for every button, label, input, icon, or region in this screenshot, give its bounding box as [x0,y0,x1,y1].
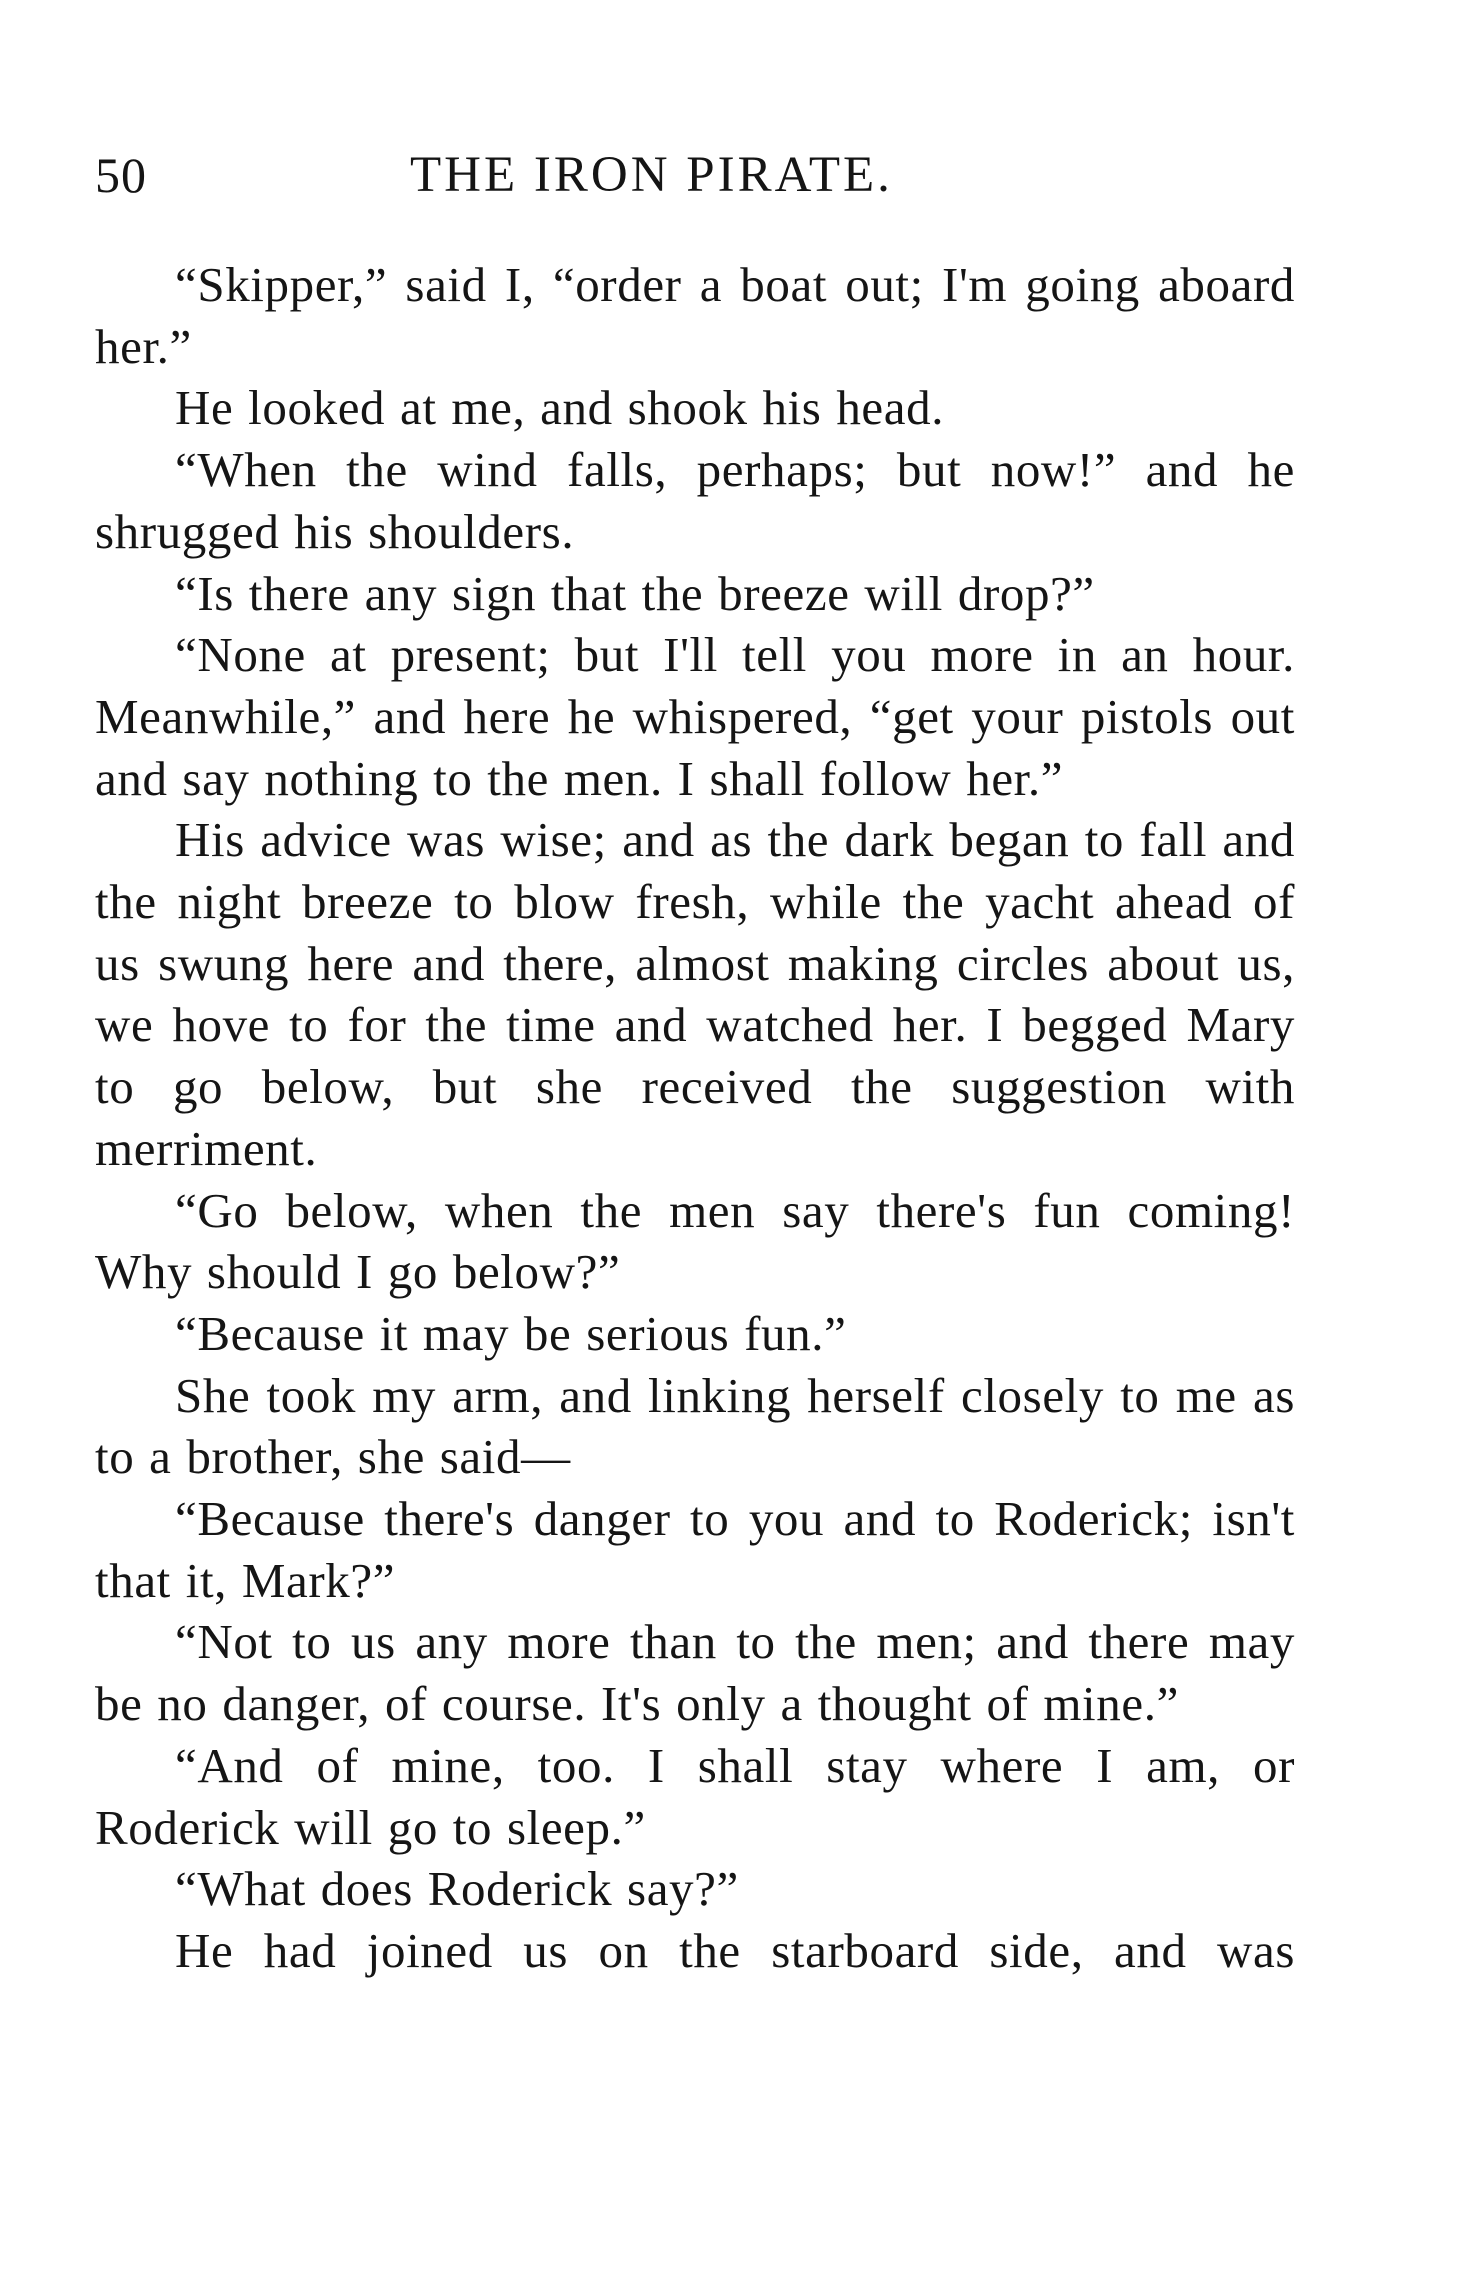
paragraph: “Go below, when the men say there's fun coming! Why should I go below?” [95,1182,1295,1300]
paragraph: “What does Roderick say?” [175,1861,739,1917]
paragraph: “Not to us any more than to the men; and there may be no danger, of course. It's only a thought of mine.” [95,1614,1295,1732]
paragraph: “Because there's danger to you and to Roderick; isn't that it, Mark?” [95,1491,1295,1608]
running-title: THE IRON PIRATE. [410,147,893,203]
running-head [95,145,1295,205]
paragraph: His advice was wise; and as the dark began to fall and the night breeze to blow fresh, while the yacht ahead of us swung here and there, almost making circles about us, we hove to for the time and watched her. I begged Mary to go below, but she received the suggestion with merriment. [95,812,1295,1176]
paragraph: “Is there any sign that the breeze will drop?” [175,565,1095,621]
paragraph: “And of mine, too. I shall stay where I am, or Roderick will go to sleep.” [95,1737,1295,1855]
paragraph: “Because it may be serious fun.” [175,1305,847,1361]
paragraph: “None at present; but I'll tell you more in an hour. Meanwhile,” and here he whispered, “get your pistols out and say nothing to the men. I shall follow her.” [95,627,1295,806]
paragraph: “Skipper,” said I, “order a boat out; I'm going aboard her.” [95,257,1295,374]
paragraph: He looked at me, and shook his head. [175,380,945,436]
paragraph: She took my arm, and linking herself closely to me as to a brother, she said— [95,1367,1295,1485]
paragraph: “When the wind falls, perhaps; but now!” and he shrugged his shoulders. [95,442,1295,559]
body-text [95,254,1295,1982]
page-number: 50 [95,147,147,203]
paragraph: He had joined us on the starboard side, and was [175,1922,1295,1978]
